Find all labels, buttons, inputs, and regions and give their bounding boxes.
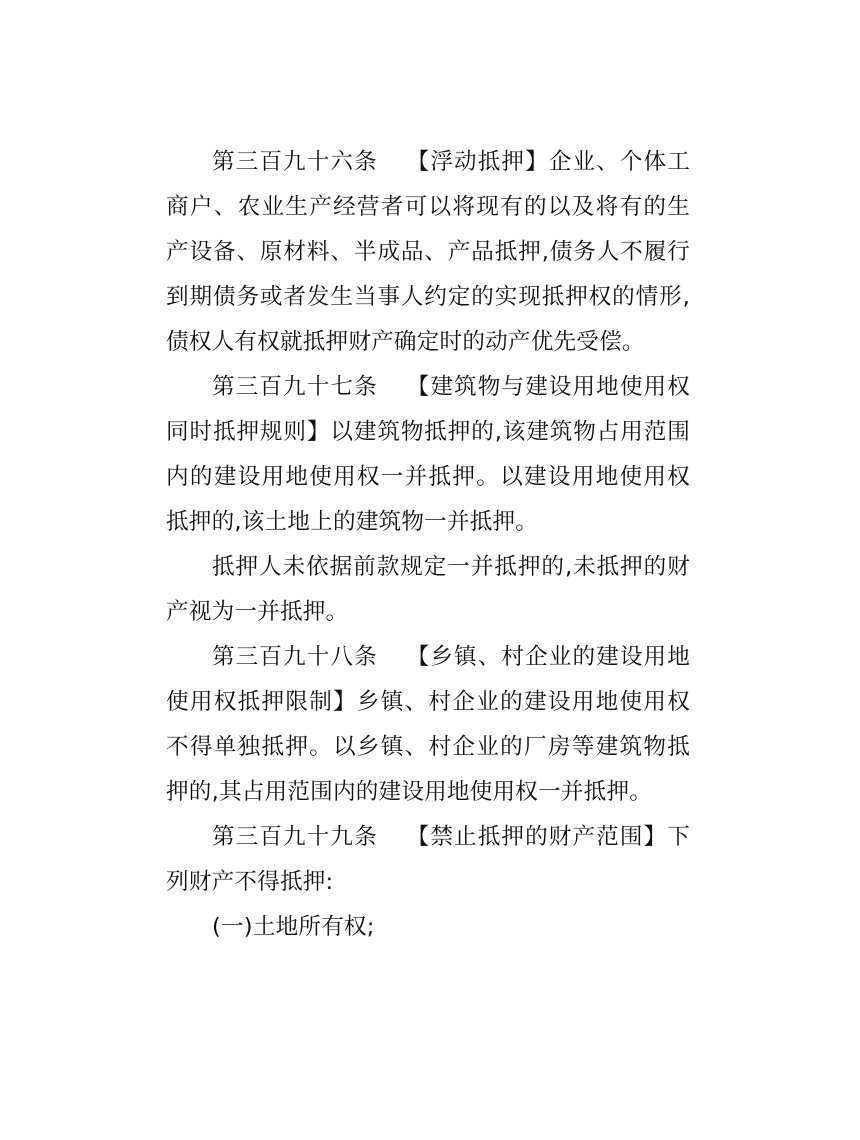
paragraph-text: 抵押人未依据前款规定一并抵押的,未抵押的财产视为一并抵押。 <box>166 554 690 625</box>
article-text: 【乡镇、村企业的建设用地使用权抵押限制】乡镇、村企业的建设用地使用权不得单独抵押。以乡镇、村企业的厂房等建筑物抵押的,其占用范围内的建设用地使用权一并抵押。 <box>166 644 690 805</box>
article-397-paragraph-2 <box>166 545 690 635</box>
article-text: 【禁止抵押的财产范围】下列财产不得抵押: <box>166 824 690 895</box>
document-body <box>166 140 690 950</box>
article-399 <box>166 815 690 905</box>
article-398 <box>166 635 690 815</box>
list-item-text: (一)土地所有权; <box>212 914 375 940</box>
article-text: 【浮动抵押】企业、个体工商户、农业生产经营者可以将现有的以及将有的生产设备、原材料、半成品、产品抵押,债务人不履行到期债务或者发生当事人约定的实现抵押权的情形,债权人有权就抵押财产确定时的动产优先受偿。 <box>166 149 690 355</box>
article-399-item-1 <box>166 905 690 950</box>
article-396 <box>166 140 690 365</box>
article-397 <box>166 365 690 545</box>
article-number: 第三百九十八条 <box>212 644 378 670</box>
article-number: 第三百九十九条 <box>212 824 378 850</box>
article-number: 第三百九十七条 <box>212 374 378 400</box>
article-text: 【建筑物与建设用地使用权同时抵押规则】以建筑物抵押的,该建筑物占用范围内的建设用地使用权一并抵押。以建设用地使用权抵押的,该土地上的建筑物一并抵押。 <box>166 374 690 535</box>
article-number: 第三百九十六条 <box>212 149 378 175</box>
